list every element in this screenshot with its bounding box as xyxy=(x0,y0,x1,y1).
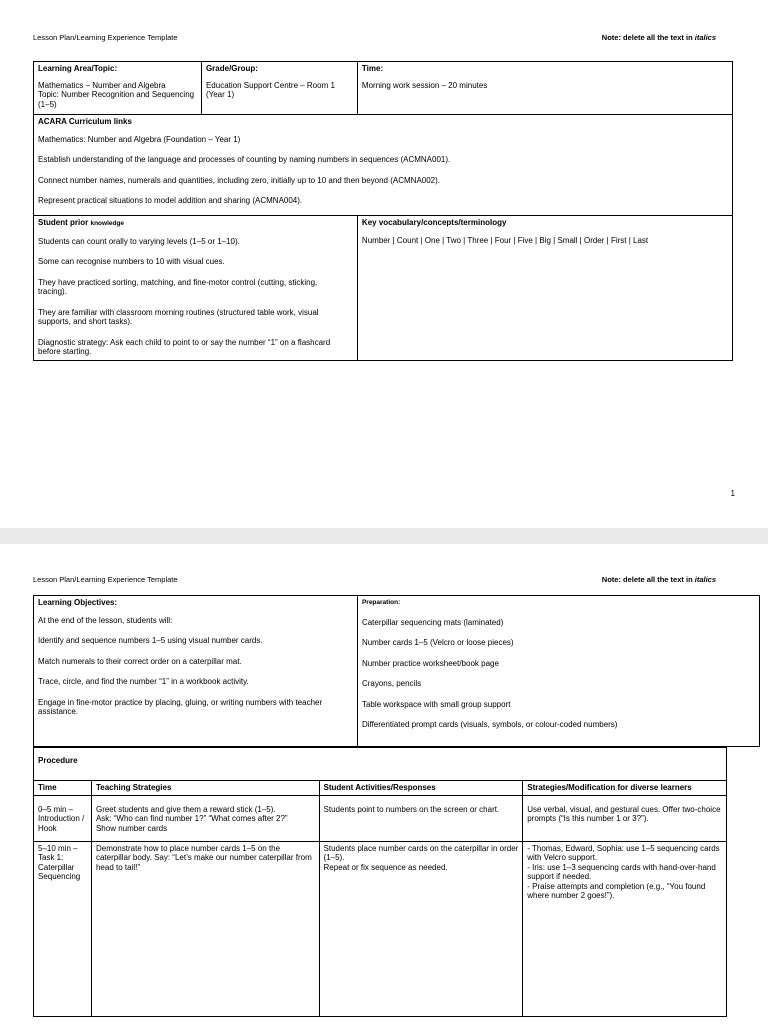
objectives-row xyxy=(34,596,760,747)
procedure-title-cell xyxy=(34,748,727,781)
header-title: Lesson Plan/Learning Experience Template xyxy=(33,575,178,584)
procedure-time-cell: 5–10 min – Task 1: Caterpillar Sequencing xyxy=(34,841,92,1016)
time-value: Morning work session – 20 minutes xyxy=(361,80,488,90)
preparation-line: Crayons, pencils xyxy=(361,679,422,688)
prior-knowledge-line: Some can recognise numbers to 10 with visual cues. xyxy=(38,257,225,266)
procedure-header-teaching: Teaching Strategies xyxy=(91,781,319,796)
procedure-student-cell: Students place number cards on the caterpillar in order (1–5). Repeat or fix sequence as needed. xyxy=(319,841,523,1016)
preparation-line: Number practice worksheet/book page xyxy=(361,658,499,668)
preparation-cell xyxy=(357,596,759,747)
topic-row xyxy=(34,62,733,115)
procedure-header-time: Time xyxy=(34,781,92,796)
vocabulary-cell xyxy=(357,216,732,361)
procedure-title-row xyxy=(34,748,727,781)
procedure-teaching-cell: Greet students and give them a reward stick (1–5). Ask: “Who can find number 1?” “What comes after 2?” Show number cards xyxy=(91,795,319,841)
grade-value: Education Support Centre – Room 1 (Year 1) xyxy=(205,80,335,99)
preparation-line: Caterpillar sequencing mats (laminated) xyxy=(361,617,504,627)
prior-knowledge-line: They have practiced sorting, matching, and fine-motor control (cutting, sticking, tracing). xyxy=(38,277,318,296)
header-note xyxy=(602,575,716,584)
preparation-line: Number cards 1–5 (Velcro or loose pieces) xyxy=(361,638,514,647)
prior-knowledge-row xyxy=(34,216,733,361)
acara-label: ACARA Curriculum links xyxy=(38,117,132,126)
procedure-table xyxy=(33,747,727,1017)
grade-cell xyxy=(201,62,357,115)
objectives-table xyxy=(33,595,760,747)
procedure-time-cell: 0–5 min – Introduction / Hook xyxy=(34,795,92,841)
procedure-header-row xyxy=(34,781,727,796)
prior-knowledge-label-main: Student prior xyxy=(38,218,91,227)
vocabulary-value: Number | Count | One | Two | Three | Four | Five | Big | Small | Order | First | Last xyxy=(361,235,649,245)
acara-line: Connect number names, numerals and quantities, including zero, initially up to 10 and then beyond (ACMNA002). xyxy=(38,175,441,185)
page-2 xyxy=(0,544,768,1024)
page-number: 1 xyxy=(730,489,735,498)
header-note-prefix: Note: delete all the text in xyxy=(601,575,695,584)
header-note-italic: italics xyxy=(694,575,716,584)
time-cell xyxy=(357,62,732,115)
objectives-cell xyxy=(34,596,358,747)
header-note xyxy=(602,33,716,42)
procedure-row xyxy=(34,795,727,841)
learning-area-value-1: Mathematics – Number and Algebra xyxy=(38,80,166,90)
acara-cell xyxy=(34,115,733,216)
learning-area-value-2: Topic: Number Recognition and Sequencing (1–5) xyxy=(38,90,195,109)
prior-knowledge-line: Students can count orally to varying levels (1–5 or 1–10). xyxy=(38,236,240,246)
prior-knowledge-line: They are familiar with classroom morning routines (structured table work, visual supports, and short tasks). xyxy=(38,307,319,326)
procedure-modification-cell: - Thomas, Edward, Sophia: use 1–5 sequencing cards with Velcro support. - Iris: use 1–3 sequencing cards with hand-over-hand support if needed. - Praise attempts and completion (e.g., “You found where number 2 goes!”). xyxy=(523,841,727,1016)
prior-knowledge-cell xyxy=(34,216,358,361)
preparation-line: Differentiated prompt cards (visuals, symbols, or colour-coded numbers) xyxy=(361,720,618,729)
prior-knowledge-line: Diagnostic strategy: Ask each child to point to or say the number “1” on a flashcard before starting. xyxy=(38,337,331,356)
acara-line: Represent practical situations to model addition and sharing (ACMNA004). xyxy=(38,196,303,205)
header-title: Lesson Plan/Learning Experience Template xyxy=(33,33,178,42)
procedure-header-student: Student Activities/Responses xyxy=(319,781,523,796)
procedure-teaching-cell: Demonstrate how to place number cards 1–5 on the caterpillar body. Say: “Let’s make our number caterpillar from head to tail!” xyxy=(91,841,319,1016)
prior-knowledge-label xyxy=(38,218,354,229)
learning-area-cell xyxy=(34,62,202,115)
acara-line: Mathematics: Number and Algebra (Foundation – Year 1) xyxy=(38,134,241,144)
procedure-modification-cell: Use verbal, visual, and gestural cues. Offer two-choice prompts (“Is this number 1 or 3?”). xyxy=(523,795,727,841)
time-label: Time: xyxy=(361,64,384,73)
procedure-header-modification: Strategies/Modification for diverse learners xyxy=(523,781,727,796)
header-note-prefix: Note: delete all the text in xyxy=(601,33,695,42)
preparation-line: Table workspace with small group support xyxy=(361,699,511,709)
objective-line: Engage in fine-motor practice by placing, gluing, or writing numbers with teacher assistance. xyxy=(38,697,323,716)
objective-line: At the end of the lesson, students will: xyxy=(38,615,173,625)
learning-area-label: Learning Area/Topic: xyxy=(38,64,118,73)
prior-knowledge-label-small: knowledge xyxy=(90,220,125,227)
procedure-label: Procedure xyxy=(38,756,78,765)
procedure-student-cell: Students point to numbers on the screen or chart. xyxy=(319,795,523,841)
objective-line: Trace, circle, and find the number “1” in a workbook activity. xyxy=(38,677,249,686)
objective-line: Match numerals to their correct order on a caterpillar mat. xyxy=(38,656,242,666)
preparation-label: Preparation: xyxy=(361,599,401,606)
grade-label: Grade/Group: xyxy=(205,64,258,73)
objective-line: Identify and sequence numbers 1–5 using visual number cards. xyxy=(38,636,263,645)
objectives-label: Learning Objectives: xyxy=(38,598,118,607)
acara-line: Establish understanding of the language and processes of counting by naming numbers in sequences (ACMNA001). xyxy=(38,155,451,164)
vocabulary-label: Key vocabulary/concepts/terminology xyxy=(361,218,507,227)
acara-row xyxy=(34,115,733,216)
lesson-info-table xyxy=(33,61,733,361)
procedure-row xyxy=(34,841,727,1016)
header-note-italic: italics xyxy=(694,33,716,42)
